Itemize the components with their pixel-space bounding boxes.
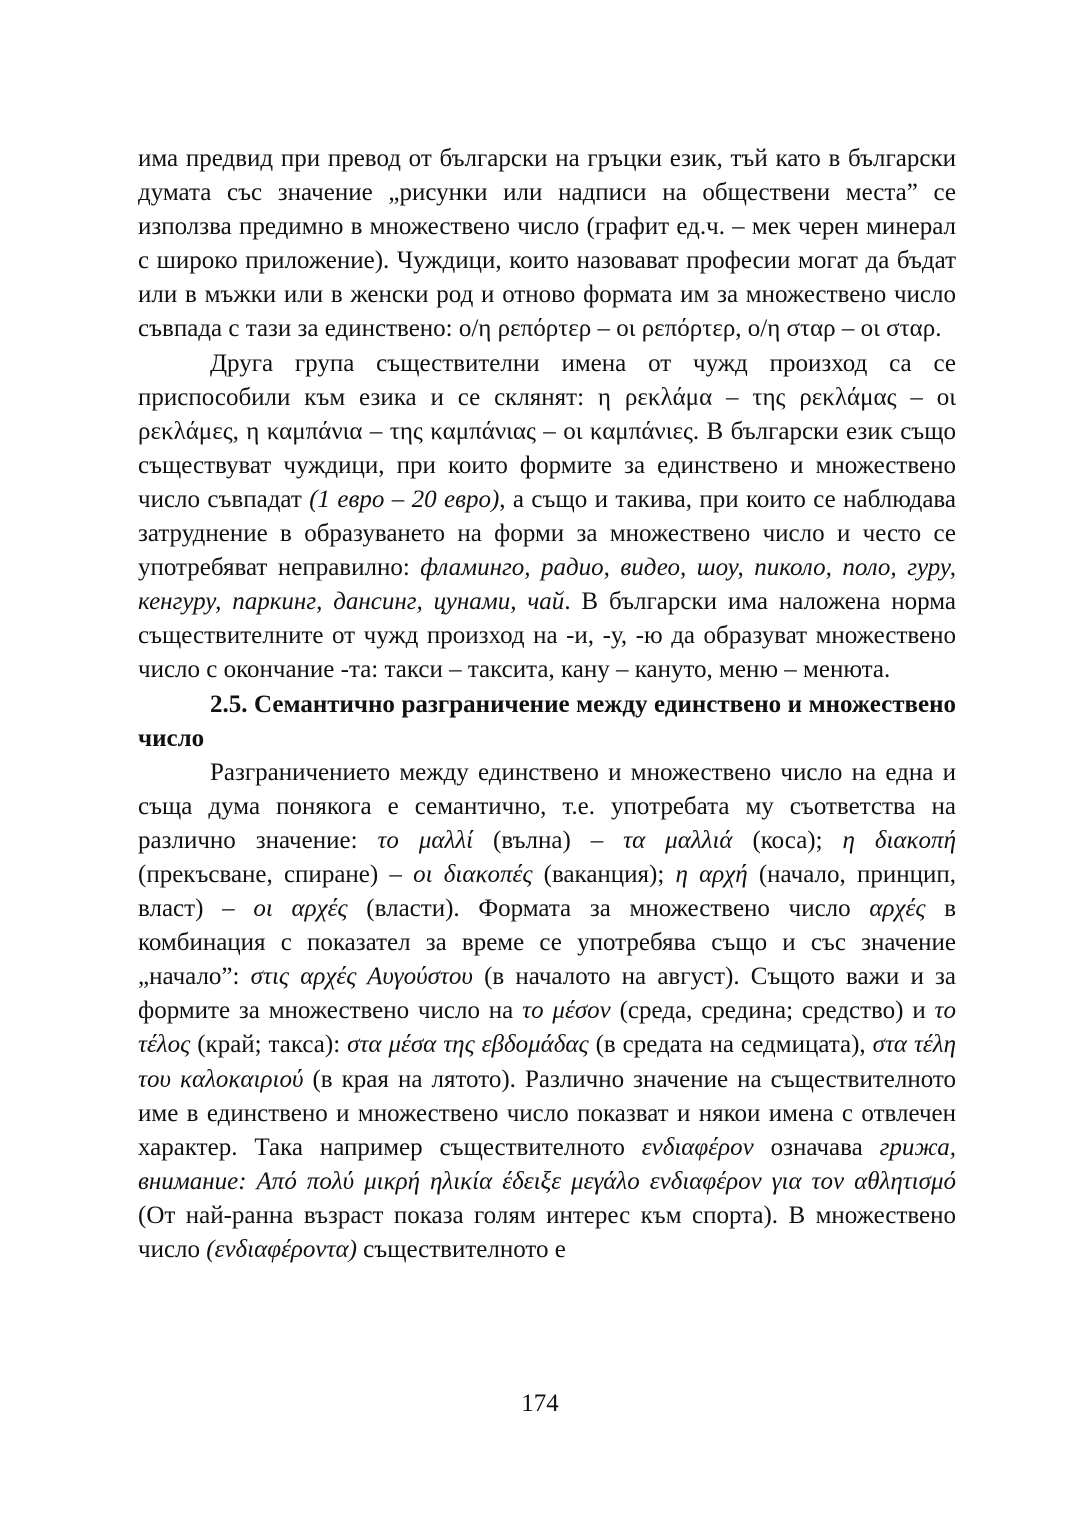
text-run: (власти). Формата за множествено число: [347, 895, 870, 923]
paragraph: [138, 142, 956, 347]
paragraph: [138, 347, 956, 688]
italic-text: η διακοπή: [842, 826, 956, 854]
text-run: в комбинация с показател за време се употребява също и със значение „начало”:: [138, 895, 956, 991]
text-run: (вълна) –: [473, 826, 624, 854]
text-run: Друга група съществителни имена от чужд произход са се приспособили към езика и се склянят: η ρεκλάμα – της ρεκλάμας – οι ρεκλάμες, η καμπάνια – της καμπάνιας – οι καμπάνιες. В български език също съществуват чуждици, при които формите за единствено и множествено число съвпадат: [138, 349, 956, 513]
text-run: има предвид при превод от български на гръцки език, тъй като в български думата със значение „рисунки или надписи на обществени места” се използва предимно в множествено число (графит ед.ч. – мек черен минерал с широко приложение). Чуждици, които назовават професии могат да бъдат или в мъжки или в женски род и отново формата им за множествено число съвпада с тази за единствено: о/η ρεπόρτερ – οι ρεπόρτερ, ο/η σταρ – οι σταρ.: [138, 145, 956, 343]
italic-text: грижа, внимание: Από πολύ μικρή ηλικία έδειξε μεγάλο ενδιαφέρον για τον αθλητισμό: [138, 1133, 957, 1195]
italic-text: το τέλος: [138, 997, 956, 1059]
italic-text: αρχές: [869, 895, 926, 923]
text-run: (среда, средина; средство) и: [610, 997, 935, 1025]
section-heading: [138, 688, 956, 756]
paragraph: [138, 756, 956, 1267]
text-run: (ваканция);: [532, 860, 676, 888]
text-run: означава: [753, 1133, 880, 1161]
italic-text: οι διακοπές: [413, 860, 533, 888]
italic-text: (1 евро – 20 евро): [309, 485, 500, 513]
text-run: , а също и такива, при които се наблюдава затруднение в образуването на форми за множествено число и често се употребяват неправилно:: [138, 485, 957, 582]
italic-text: ενδιαφέρον: [641, 1133, 754, 1161]
text-run: (От най-ранна възраст показа голям интерес към спорта). В множествено число: [138, 1201, 956, 1263]
italic-text: τα μαλλιά: [623, 826, 733, 854]
italic-text: фламинго, радио, видео, шоу, пиколо, поло, гуру, кенгуру, паркинг, дансинг, цунами, чай: [138, 554, 956, 616]
text-run: съществителното е: [356, 1236, 566, 1263]
text-run: (коса);: [732, 826, 843, 854]
italic-text: το μέσον: [522, 997, 611, 1025]
text-run: . В български има наложена норма съществителните от чужд произход на -и, -у, -ю да образуват множествено число с окончание -та: такси – таксита, кану – кануто, меню – менюта.: [138, 588, 956, 684]
text-run: (начало, принцип, власт) –: [138, 860, 956, 923]
italic-text: η αρχή: [675, 860, 748, 888]
page-number: 174: [521, 1390, 559, 1417]
text-run: (в средата на седмицата),: [588, 1031, 873, 1059]
italic-text: (ενδιαφέροντα): [206, 1236, 357, 1263]
text-run: (в началото на август). Същото важи и за формите за множествено число на: [138, 963, 956, 1025]
body-text: [138, 142, 956, 1267]
italic-text: στις αρχές Αυγούστου: [250, 963, 473, 991]
text-run: 2.5. Семантично разграничение между единствено и множествено число: [138, 690, 956, 752]
italic-text: το μαλλί: [377, 826, 474, 854]
text-run: (край; такса):: [190, 1031, 348, 1059]
text-run: Разграничението между единствено и множествено число на една и съща дума понякога е семантично, т.е. употребата му съответства на различно значение:: [138, 758, 956, 854]
text-run: (в края на лятото). Различно значение на съществителното име в единствено и множествено число показват и някои имена с отвлечен характер. Така например съществителното: [138, 1065, 956, 1161]
italic-text: οι αρχές: [253, 895, 348, 923]
text-run: (прекъсване, спиране) –: [138, 860, 414, 888]
italic-text: στα τέλη του καλοκαιριού: [138, 1031, 956, 1093]
italic-text: στα μέσα της εβδομάδας: [347, 1031, 589, 1059]
